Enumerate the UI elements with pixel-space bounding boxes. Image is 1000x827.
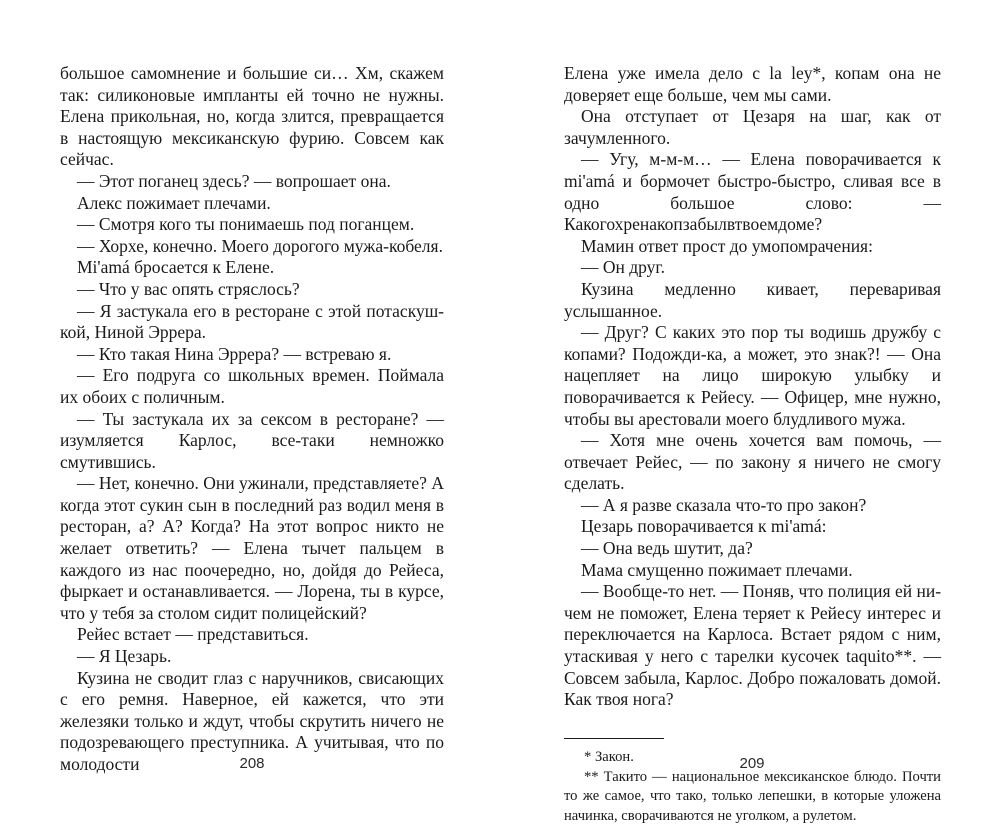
paragraph: — А я разве сказала что-то про закон? — [581, 494, 867, 515]
paragraph: Mi'amá бросается к Елене. — [77, 257, 275, 278]
paragraph: Кузина медленно кивает, переваривая услышанное. — [564, 278, 941, 321]
paragraph: — Что у вас опять стряслось? — [77, 278, 300, 299]
footnote: * Закон. — [584, 748, 634, 765]
right-page — [564, 63, 941, 827]
paragraph: Она отступает от Цезаря на шаг, как от зачумленного. — [564, 106, 941, 148]
page-number: 208 — [239, 755, 265, 772]
paragraph: — Этот поганец здесь? — вопрошает она. — [77, 170, 391, 191]
paragraph: Мамин ответ прост до умопомрачения: — [581, 235, 873, 256]
paragraph: Цезарь поворачивается к mi'amá: — [581, 516, 827, 537]
paragraph: — Угу, м-м-м… — Елена поворачивается к mi'amá и бормочет быстро-быстро, сливая все в одно большое слово: — Какогохренакопзабылвтвоемдоме? — [564, 149, 941, 235]
paragraph: — Вообще-то нет. — Поняв, что полиция ей ничем не поможет, Елена теряет к Рейесу интерес и переключается на Карлоса. Встает рядом с ним, утаскивая у него с тарелки кусочек taquito**. — Совсем забыла, Карлос. Добро пожаловать домой. Как твоя нога? — [564, 581, 942, 710]
paragraph: Елена уже имела дело с la ley*, копам она не доверяет еще больше, чем мы сами. — [564, 63, 941, 105]
paragraph: — Хорхе, конечно. Моего дорогого мужа-кобеля. — [77, 235, 443, 256]
footnote-divider — [564, 738, 664, 739]
paragraph: Рейес встает — представиться. — [77, 624, 309, 645]
paragraph: — Я Цезарь. — [77, 646, 172, 667]
paragraph: — Смотря кого ты понимаешь под поганцем. — [77, 214, 415, 235]
paragraph: — Его подруга со школьных времен. Поймала их обоих с поличным. — [60, 365, 444, 407]
paragraph: — Друг? С каких это пор ты водишь дружбу с копами? Подожди-ка, а может, это знак?! — Она нацепляет на лицо широкую улыбку и поворачивается к Рейесу. — Офицер, мне нужно, чтобы вы арестовали моего блудливого мужа. — [564, 322, 941, 429]
paragraph: — Хотя мне очень хочется вам помочь, — отвечает Рейес, — по закону я ничего не смогу сделать. — [564, 430, 941, 494]
left-page — [60, 63, 444, 776]
paragraph: Мама смущенно пожимает плечами. — [581, 559, 853, 580]
paragraph: — Я застукала его в ресторане с этой потаскушкой, Ниной Эррера. — [60, 300, 444, 343]
paragraph: Алекс пожимает плечами. — [77, 192, 271, 213]
paragraph: Кузина не сводит глаз с наручников, свисающих с его ремня. Наверное, ей кажется, что эти железяки только и ждут, чтобы скрутить ничего не подозревающего преступника. А учитывая, что по молодости — [60, 667, 444, 774]
paragraph: — Он друг. — [581, 257, 666, 278]
paragraph: — Она ведь шутит, да? — [581, 538, 753, 559]
paragraph: — Ты застукала их за сексом в ресторане? — изумляется Карлос, все-таки немножко смутившись. — [60, 408, 444, 472]
paragraph: — Кто такая Нина Эррера? — встреваю я. — [77, 343, 392, 364]
paragraph: большое самомнение и большие си… Хм, скажем так: силиконовые импланты ей точно не нужны. Елена прикольная, но, когда злится, превращается в настоящую мексиканскую фурию. Совсем как сейчас. — [60, 63, 444, 170]
page-number: 209 — [739, 755, 765, 772]
paragraph: — Нет, конечно. Они ужинали, представляете? А когда этот сукин сын в последний раз водил меня в ресторан, а? А? Когда? На этот вопрос никто не желает ответить? — Елена тычет пальцем в каждого из нас поочередно, но, дойдя до Рейеса, фыркает и останавливается. — Лорена, ты в курсе, что у тебя за столом сидит полицейский? — [60, 473, 444, 623]
footnote: ** Такито — национальное мексиканское блюдо. Почти то же самое, что тако, только лепешки, в которые уложена начинка, сворачиваются не уголком, а рулетом. — [564, 768, 941, 825]
